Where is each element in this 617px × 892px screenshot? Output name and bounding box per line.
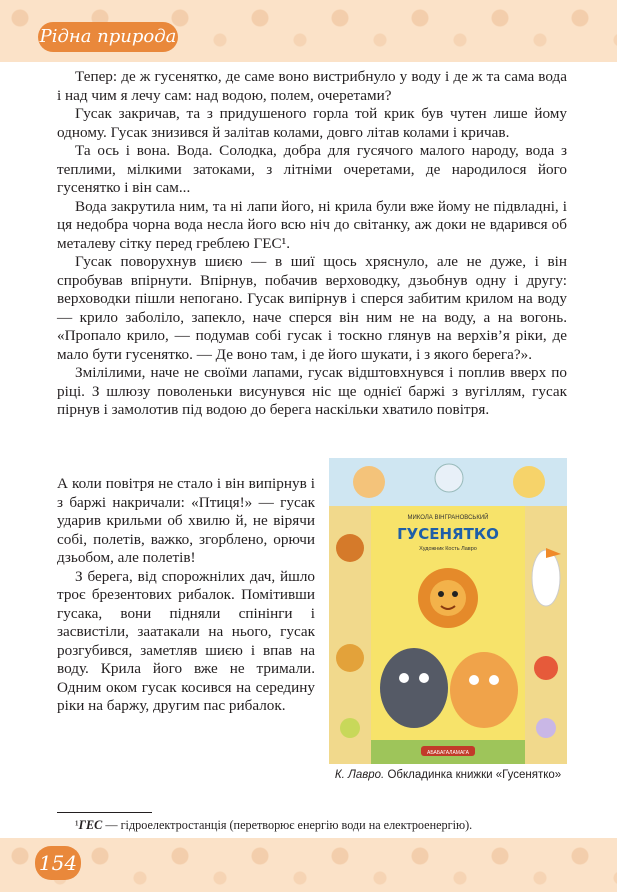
footer-band bbox=[0, 838, 617, 892]
book-cover-image bbox=[329, 458, 567, 764]
page-number: 154 bbox=[35, 846, 81, 880]
main-text bbox=[57, 68, 567, 420]
cover-title: ГУСЕНЯТКО bbox=[397, 525, 499, 543]
paragraph: Гусак закричав, та з придушеного горла той крик був чутен лише йому одному. Гусак знизився й залітав колами, довго літав колами і кричав. bbox=[57, 105, 567, 141]
footnote-divider bbox=[57, 812, 152, 813]
footnote bbox=[75, 818, 565, 833]
paragraph: Тепер: де ж гусенятко, де саме воно вистрибнуло у воду і де ж та сама вода і над чим я лечу сам: над водою, полем, очеретами? bbox=[57, 68, 567, 104]
paragraph: А коли повітря не стало і він випірнув і з баржі накричали: «Птиця!» — гусак ударив крильми об хвилю й, не вірячи собі, полетів, важко, згорблено, орючи дзьобом, але полетів! bbox=[57, 475, 315, 566]
cover-publisher: АБАБАГАЛАМАГА bbox=[427, 750, 469, 756]
cover-illustrator: Художник Кость Лавро bbox=[419, 546, 477, 552]
caption-author: К. Лавро. bbox=[334, 769, 385, 781]
paragraph: Та ось і вона. Вода. Солодка, добра для гусячого малого народу, вода з теплими, мілкими затоками, з літніми очеретами, де народилося його гусенятко і він сам... bbox=[57, 142, 567, 196]
book-cover-illustration bbox=[329, 458, 567, 764]
footnote-term: ГЕС bbox=[78, 818, 103, 832]
cover-author: МИКОЛА ВІНГРАНОВСЬКИЙ bbox=[407, 515, 489, 521]
caption-text: Обкладинка книжки «Гусенятко» bbox=[387, 769, 562, 781]
paragraph: Гусак поворухнув шиєю — в шиї щось хряснуло, але не дуже, і він спробував впірнути. Впірнув, побачив верховодку, дзьобнув одну і другу: верховодки пішли непогано. Гусак випірнув і сперся забитим крилом на воду — крило заболіло, запекло, наче сперся він ним не на воду, а на вогонь. «Пропало крило, — подумав собі гусак і тоскно глянув на верхів’я ріки, де мало бути гусенятко. — Де воно там, і де його шукати, і з якого берега?». bbox=[57, 253, 567, 363]
paragraph: Вода закрутила ним, та ні лапи його, ні крила були вже йому не підвладні, і ця недобра чорна вода несла його всю ніч до світанку, аж доки не вдарився об металеву сітку перед греблею ГЕС¹. bbox=[57, 197, 567, 252]
paragraph: Змілілими, наче не своїми лапами, гусак відштовхнувся і поплив вверх по ріці. З шлюзу поволеньки висунувся ніс ще однієї баржі з вугіллям, гусак пірнув і замолотив під водою до берега наскільки хватило повітря. bbox=[57, 364, 567, 418]
figure-caption bbox=[329, 768, 567, 783]
paragraph: З берега, від спорожнілих дач, йшло троє брезентових рибалок. Помітивши гусака, вони підняли спінінги і засвистіли, заатакали на нього, гусак розгубився, заметляв шиєю і впав на воду. Крила його вже не тримали. Одним оком гусак косився на середину ріки на баржу, другим пас рибалок. bbox=[57, 567, 315, 714]
footnote-marker: ¹ bbox=[75, 818, 79, 832]
wrapped-text bbox=[57, 475, 315, 716]
section-label: Рідна природа bbox=[38, 22, 178, 52]
footnote-text: — гідроелектростанція (перетворює енергію води на електроенергію). bbox=[102, 818, 473, 832]
